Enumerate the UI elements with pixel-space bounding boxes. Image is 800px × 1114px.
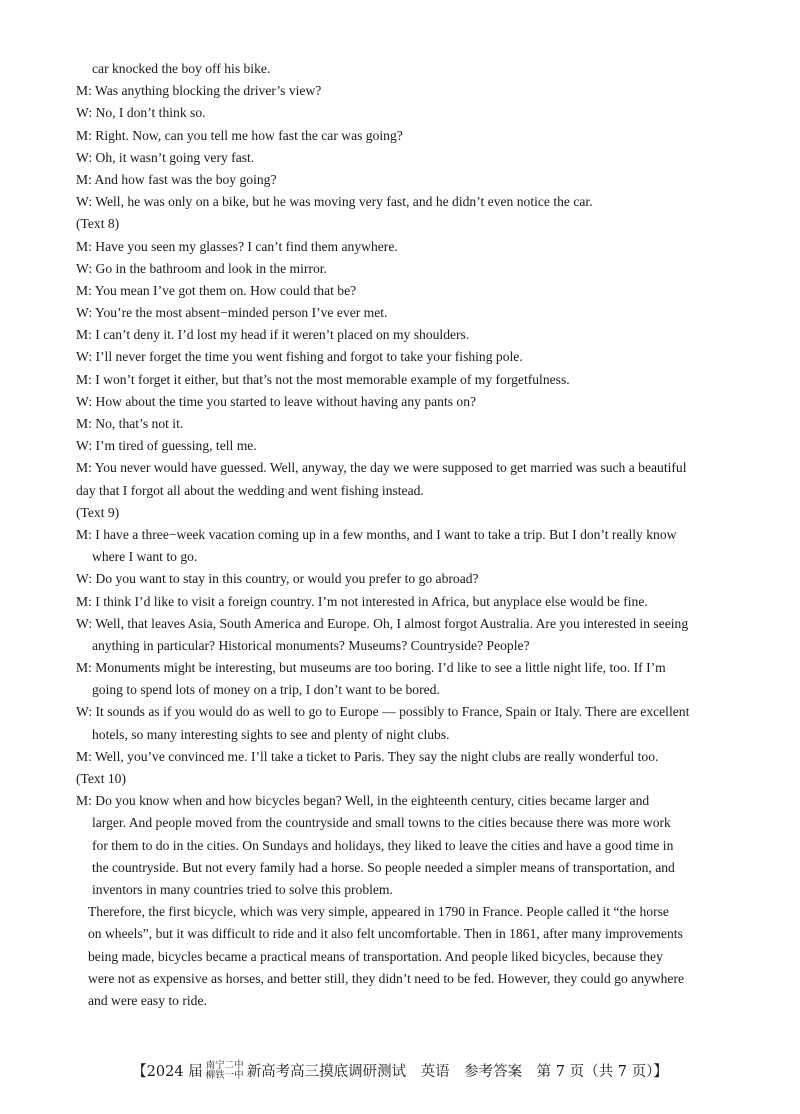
transcript-line: Therefore, the first bicycle, which was very simple, appeared in 1790 in France. People called it “the horse [88, 904, 669, 920]
transcript-line: (Text 10) [76, 771, 127, 786]
transcript-line: day that I forgot all about the wedding and went fishing instead. [76, 482, 424, 498]
transcript-line: W: You’re the most absent−minded person I’ve ever met. [76, 305, 388, 321]
transcript-line: M: I have a three−week vacation coming up in a few months, and I want to take a trip. But I don’t really know [76, 526, 677, 542]
footer-schools [206, 1061, 244, 1081]
transcript-line: M: Have you seen my glasses? I can’t find them anywhere. [76, 238, 398, 254]
footer-school-top: 南宁二中 [205, 1059, 244, 1071]
transcript-line: M: I can’t deny it. I’d lost my head if it weren’t placed on my shoulders. [76, 327, 470, 343]
transcript-line: W: How about the time you started to leave without having any pants on? [76, 393, 477, 409]
transcript-line: being made, bicycles became a practical means of transportation. And people liked bicycles, because they [88, 948, 663, 964]
transcript-line: (Text 9) [76, 504, 120, 520]
transcript-line: W: No, I don’t think so. [76, 105, 206, 121]
transcript-line: hotels, so many interesting sights to see and plenty of night clubs. [92, 726, 450, 742]
transcript-line: M: You never would have guessed. Well, anyway, the day we were supposed to get married was such a beautiful [76, 460, 687, 476]
transcript-line: and were easy to ride. [88, 992, 207, 1008]
transcript-line: for them to do in the cities. On Sundays and holidays, they liked to leave the cities and have a good time in [92, 837, 674, 853]
transcript-line: inventors in many countries tried to solve this problem. [92, 881, 393, 897]
transcript-line: where I want to go. [92, 549, 198, 565]
transcript-line: were not as expensive as horses, and better still, they didn’t need to be fed. However, they could go anywhere [88, 970, 685, 986]
listening-transcript [76, 58, 726, 1012]
transcript-line: W: It sounds as if you would do as well to go to Europe — possibly to France, Spain or Italy. There are excellent [76, 704, 690, 720]
transcript-line: car knocked the boy off his bike. [92, 61, 271, 76]
footer-title: 新高考高三摸底调研测试 英语 参考答案 第 7 页（共 7 页） [246, 1064, 654, 1080]
transcript-line: M: I think I’d like to visit a foreign country. I’m not interested in Africa, but anyplace else would be fine. [76, 593, 648, 609]
transcript-line: M: Was anything blocking the driver’s view? [76, 83, 322, 99]
transcript-line: M: Well, you’ve convinced me. I’ll take a ticket to Paris. They say the night clubs are really wonderful too. [76, 748, 659, 764]
transcript-line: on wheels”, but it was difficult to ride and it also felt uncomfortable. Then in 1861, after many improvements [88, 926, 683, 942]
transcript-line: W: I’m tired of guessing, tell me. [76, 438, 257, 454]
footer-right-bracket: 】 [653, 1064, 668, 1080]
transcript-line: M: Right. Now, can you tell me how fast the car was going? [76, 127, 403, 143]
transcript-line: M: I won’t forget it either, but that’s not the most memorable example of my forgetfulness. [76, 371, 570, 387]
transcript-line: the countryside. But not every family had a horse. So people needed a simpler means of transportation, and [92, 859, 675, 875]
footer-left-bracket: 【 [132, 1064, 147, 1080]
footer-year: 2024 届 [146, 1064, 203, 1080]
transcript-line: M: Monuments might be interesting, but museums are too boring. I’d like to see a little night life, too. If I’m [76, 660, 666, 676]
transcript-line: M: You mean I’ve got them on. How could that be? [76, 282, 357, 298]
transcript-line: M: Do you know when and how bicycles began? Well, in the eighteenth century, cities became larger and [76, 793, 650, 809]
transcript-line: W: Go in the bathroom and look in the mirror. [76, 260, 327, 276]
transcript-line: anything in particular? Historical monuments? Museums? Countryside? People? [92, 637, 530, 653]
footer-school-bottom: 柳铁一中 [205, 1069, 244, 1081]
transcript-line: larger. And people moved from the countryside and small towns to the cities because there was more work [92, 815, 671, 831]
transcript-line: W: Do you want to stay in this country, or would you prefer to go abroad? [76, 571, 479, 587]
transcript-line: W: Oh, it wasn’t going very fast. [76, 149, 255, 165]
transcript-line: M: No, that’s not it. [76, 416, 184, 431]
transcript-line: W: Well, that leaves Asia, South America and Europe. Oh, I almost forgot Australia. Are you interested in seeing [76, 615, 689, 631]
transcript-line: W: I’ll never forget the time you went fishing and forgot to take your fishing pole. [76, 349, 523, 365]
page-footer [0, 1060, 800, 1081]
transcript-line: W: Well, he was only on a bike, but he was moving very fast, and he didn’t even notice the car. [76, 194, 593, 210]
transcript-line: going to spend lots of money on a trip, I don’t want to be bored. [92, 682, 440, 698]
transcript-line: (Text 8) [76, 216, 120, 232]
transcript-line: M: And how fast was the boy going? [76, 171, 277, 187]
